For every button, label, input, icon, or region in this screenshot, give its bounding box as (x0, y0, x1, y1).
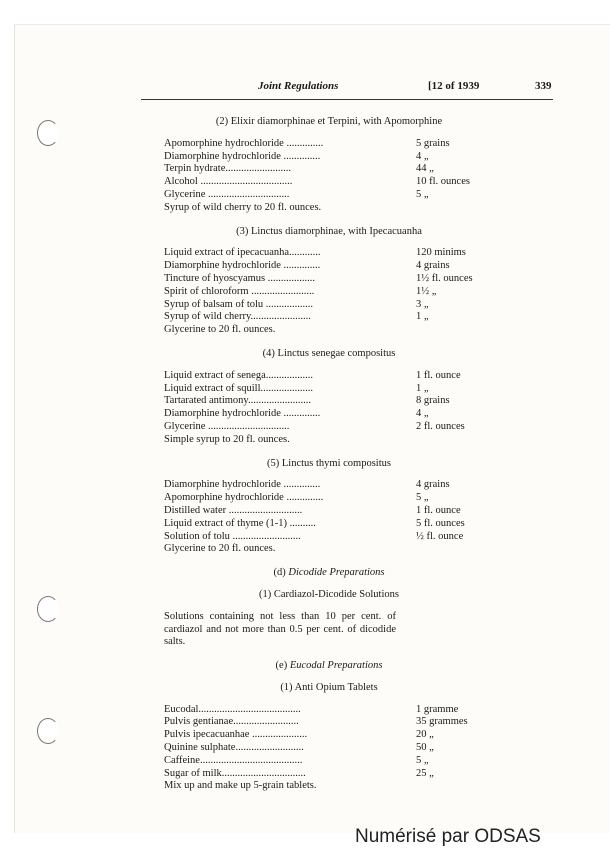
binder-hole-icon (37, 596, 59, 622)
ingredient-row: Sugar of milk................................ 25 „ (164, 767, 434, 779)
ingredient-row: Pulvis ipecacuanhae ..................... 20 „ (164, 729, 434, 741)
ingredient-row: Glycerine ............................... 2 fl. ounces (164, 420, 465, 432)
formula-section (164, 348, 494, 447)
preparation-heading: (e) Eucodal Preparations (275, 660, 383, 672)
section-note: Glycerine to 20 fl. ounces. (164, 543, 276, 555)
ingredient-row: Apomorphine hydrochloride .............. 5 „ (164, 492, 429, 504)
ingredient-row: Syrup of balsam of tolu .................. 3 „ (164, 298, 429, 310)
ingredient-row: Liquid extract of senega.................. 1 fl. ounce (164, 369, 461, 381)
header-ref: [12 of 1939 (428, 80, 480, 92)
header-rule (141, 99, 553, 100)
ingredient-row: Caffeine....................................... 5 „ (164, 754, 429, 766)
section-heading: (2) Elixir diamorphinae et Terpini, with Apomorphine (215, 116, 443, 127)
ingredient-row: Liquid extract of thyme (1-1) .......... 5 fl. ounces (164, 517, 465, 529)
section-heading: (3) Linctus diamorphinae, with Ipecacuanha (236, 225, 422, 237)
ingredient-row: Pulvis gentianae......................... 35 grammes (164, 716, 468, 728)
document-body (164, 116, 494, 804)
eucodal-section (164, 660, 494, 793)
section-heading: (5) Linctus thymi compositus (267, 457, 391, 469)
formula-section (164, 458, 494, 557)
ingredient-row: Quinine sulphate.......................... 50 „ (164, 742, 434, 754)
formula-section (164, 116, 494, 215)
running-header (0, 80, 610, 96)
ingredient-row: Terpin hydrate......................... 44 „ (164, 163, 434, 175)
ingredient-row: Eucodal....................................... 1 gramme (164, 703, 459, 715)
ingredient-row: Diamorphine hydrochloride .............. 4 „ (164, 408, 429, 420)
ingredient-row: Liquid extract of ipecacuanha............ 120 minims (164, 247, 466, 259)
preparation-heading: (d) Dicodide Preparations (273, 567, 385, 579)
ingredient-row: Distilled water ............................ 1 fl. ounce (164, 504, 461, 516)
section-heading: (4) Linctus senegae compositus (262, 347, 396, 359)
dicodide-section (164, 567, 494, 649)
ingredient-row: Liquid extract of squill.................... 1 „ (164, 382, 429, 394)
ingredient-row: Tincture of hyoscyamus .................. 1½ fl. ounces (164, 272, 473, 284)
ingredient-row: Diamorphine hydrochloride .............. 4 grains (164, 260, 450, 272)
subsection-heading: (1) Anti Opium Tablets (280, 681, 378, 693)
scan-watermark: Numérisé par ODSAS (355, 826, 541, 847)
ingredient-row: Diamorphine hydrochloride .............. 4 „ (164, 150, 429, 162)
ingredient-row: Syrup of wild cherry....................... 1 „ (164, 311, 429, 323)
formula-section (164, 226, 494, 337)
ingredient-row: Solution of tolu .......................... ½ fl. ounce (164, 530, 464, 542)
section-note: Syrup of wild cherry to 20 fl. ounces. (164, 201, 322, 213)
page-number: 339 (535, 80, 552, 92)
ingredient-row: Glycerine ............................... 5 „ (164, 188, 429, 200)
section-note: Mix up and make up 5-grain tablets. (164, 780, 317, 792)
solution-description: Solutions containing not less than 10 per cent. of cardiazol and not more than 0.5 per cent. of dicodide salts. (164, 610, 396, 648)
ingredient-row: Alcohol ................................... 10 fl. ounces (164, 176, 470, 188)
binder-hole-icon (37, 120, 59, 146)
ingredient-row: Tartarated antimony........................ 8 grains (164, 395, 450, 407)
header-title: Joint Regulations (258, 80, 339, 92)
section-note: Glycerine to 20 fl. ounces. (164, 324, 276, 336)
section-note: Simple syrup to 20 fl. ounces. (164, 433, 290, 445)
ingredient-row: Spirit of chloroform ........................ 1½ „ (164, 285, 437, 297)
subsection-heading: (1) Cardiazol-Dicodide Solutions (259, 588, 399, 600)
binder-hole-icon (37, 718, 59, 744)
ingredient-row: Apomorphine hydrochloride .............. 5 grains (164, 137, 450, 149)
ingredient-row: Diamorphine hydrochloride .............. 4 grains (164, 479, 450, 491)
